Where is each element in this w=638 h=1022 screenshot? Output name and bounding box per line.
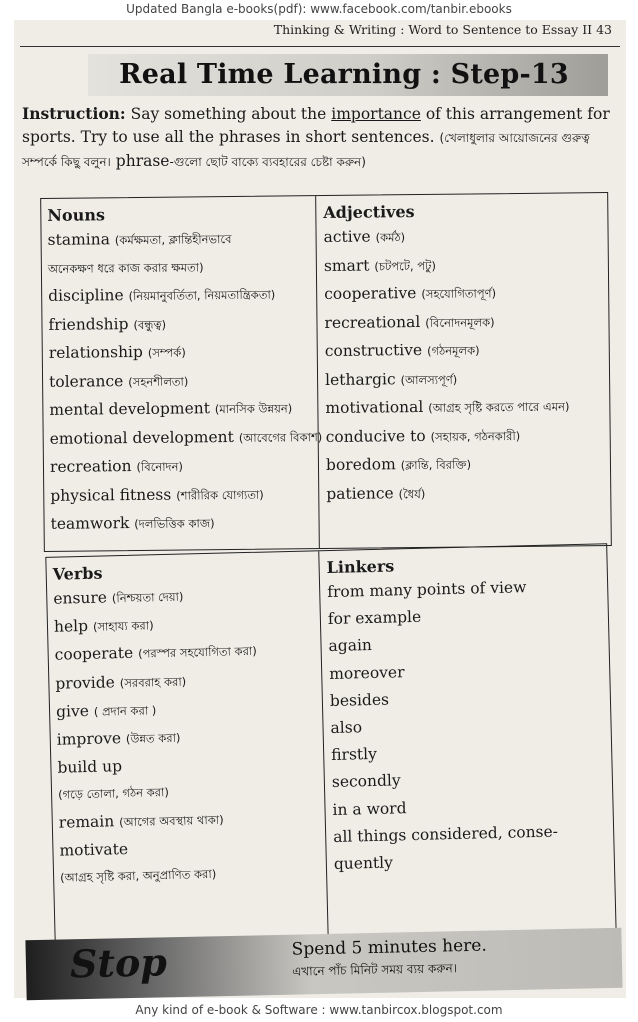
stop-banner (25, 928, 622, 1000)
adjective-item: active (কর্মঠ) (323, 227, 406, 247)
nouns-adjectives-box (40, 192, 612, 552)
instruction-label: Instruction: (22, 104, 126, 123)
instruction-bangla-part2: -গুলো ছোট বাক্যে ব্যবহারের চেষ্টা করুন) (169, 155, 366, 169)
instruction-text-after: of this arrangement for sports. Try to use all the phrases in short sentences. (22, 105, 610, 146)
verb-item: ensure (নিশ্চয়তা দেয়া) (53, 588, 184, 608)
linker-item: quently (333, 853, 394, 873)
adjective-item: motivational (আগ্রহ সৃষ্টি করতে পারে এমন) (325, 397, 570, 418)
noun-item: অনেকক্ষণ ধরে কাজ করার ক্ষমতা) (47, 259, 204, 276)
verb-item: improve (উন্নত করা) (56, 729, 181, 749)
noun-item: mental development (মানসিক উন্নয়ন) (49, 399, 293, 419)
noun-item: discipline (নিয়মানুবর্তিতা, নিয়মতান্ত্রিকতা) (48, 286, 276, 305)
linkers-heading: Linkers (326, 556, 395, 578)
nouns-column (47, 202, 323, 539)
linker-item: firstly (331, 745, 378, 765)
verb-item: provide (সরবরাহ করা) (55, 672, 187, 693)
noun-item: physical fitness (শারীরিক যোগ্যতা) (50, 485, 264, 505)
linker-item: moreover (329, 662, 405, 683)
stop-message (291, 935, 487, 983)
book-page (14, 20, 626, 998)
column-divider (315, 196, 320, 548)
linker-item: secondly (331, 771, 401, 792)
noun-item: emotional development (আবেগের বিকাশ) (49, 427, 323, 448)
adjective-item: smart (চটপটে, পটু) (323, 256, 436, 275)
adjective-item: lethargic (আলস্যপূর্ণ) (324, 369, 458, 389)
verbs-linkers-box (45, 543, 616, 949)
stop-message-bangla: এখানে পাঁচ মিনিট সময় ব্যয় করুন। (292, 961, 458, 979)
running-header (274, 22, 612, 37)
linkers-column (326, 550, 610, 878)
verbs-heading: Verbs (52, 563, 103, 584)
adjectives-heading: Adjectives (323, 202, 415, 223)
stop-word: Stop (69, 939, 168, 987)
instruction-phrase-word: phrase (115, 152, 170, 170)
verb-item: help (সাহায্য করা) (53, 617, 154, 636)
running-title: Thinking & Writing : Word to Sentence to Essay (273, 22, 579, 37)
adjective-item: patience (ধৈর্য) (326, 483, 426, 503)
nouns-heading: Nouns (47, 205, 106, 225)
instruction-text-before: Say something about the (130, 105, 327, 123)
noun-item: relationship (সম্পর্ক) (48, 342, 186, 362)
instruction-underlined-word: importance (331, 105, 421, 123)
verbs-column (52, 557, 322, 892)
step-banner (88, 54, 608, 96)
noun-item: teamwork (দলভিত্তিক কাজ) (50, 514, 215, 533)
instruction-paragraph (22, 102, 618, 174)
verb-item: remain (আগের অবস্থায় থাকা) (58, 811, 224, 832)
adjective-item: constructive (গঠনমূলক) (324, 340, 480, 361)
header-separator: II (582, 22, 593, 37)
noun-item: stamina (কর্মক্ষমতা, ক্লান্তিহীনভাবে (47, 230, 232, 249)
stop-message-english: Spend 5 minutes here. (291, 935, 487, 960)
verb-item: (গড়ে তোলা, গঠন করা) (57, 785, 170, 803)
linker-item: besides (329, 690, 390, 710)
linker-item: from many points of view (327, 578, 527, 602)
noun-item: recreation (বিনোদন) (49, 457, 183, 476)
linker-item: for example (327, 607, 422, 629)
verb-item: build up (57, 757, 123, 777)
top-watermark: Updated Bangla e-books(pdf): www.facebook.com/tanbir.ebooks (126, 2, 512, 16)
adjective-item: recreational (বিনোদনমূলক) (324, 312, 495, 332)
linker-item: all things considered, conse- (332, 822, 559, 846)
linker-item: in a word (332, 798, 407, 819)
bottom-watermark: Any kind of e-book & Software : www.tanbircox.blogspot.com (135, 1003, 503, 1017)
header-rule (20, 46, 620, 47)
step-title: Real Time Learning : Step-13 (119, 59, 569, 90)
adjectives-column (323, 199, 606, 509)
linker-item: also (330, 718, 363, 738)
verb-item: cooperate (পরস্পর সহযোগিতা করা) (54, 644, 257, 665)
verb-item: give ( প্রদান করা ) (55, 701, 157, 721)
instruction-bangla-part1: (খেলাধুলার আয়োজনের গুরুত্ব সম্পর্কে কিছু বলুন। (22, 131, 590, 169)
adjective-item: cooperative (সহযোগিতাপূর্ণ) (324, 284, 497, 304)
adjective-item: conducive to (সহায়ক, গঠনকারী) (325, 426, 521, 446)
noun-item: friendship (বন্ধুত্ব) (48, 314, 167, 334)
adjective-item: boredom (ক্লান্তি, বিরক্তি) (325, 455, 472, 475)
verb-item: (আগ্রহ সৃষ্টি করা, অনুপ্রাণিত করা) (59, 866, 217, 885)
noun-item: tolerance (সহনশীলতা) (48, 371, 189, 391)
verb-item: motivate (59, 839, 129, 860)
linker-item: again (328, 636, 373, 656)
page-number: 43 (596, 22, 612, 37)
